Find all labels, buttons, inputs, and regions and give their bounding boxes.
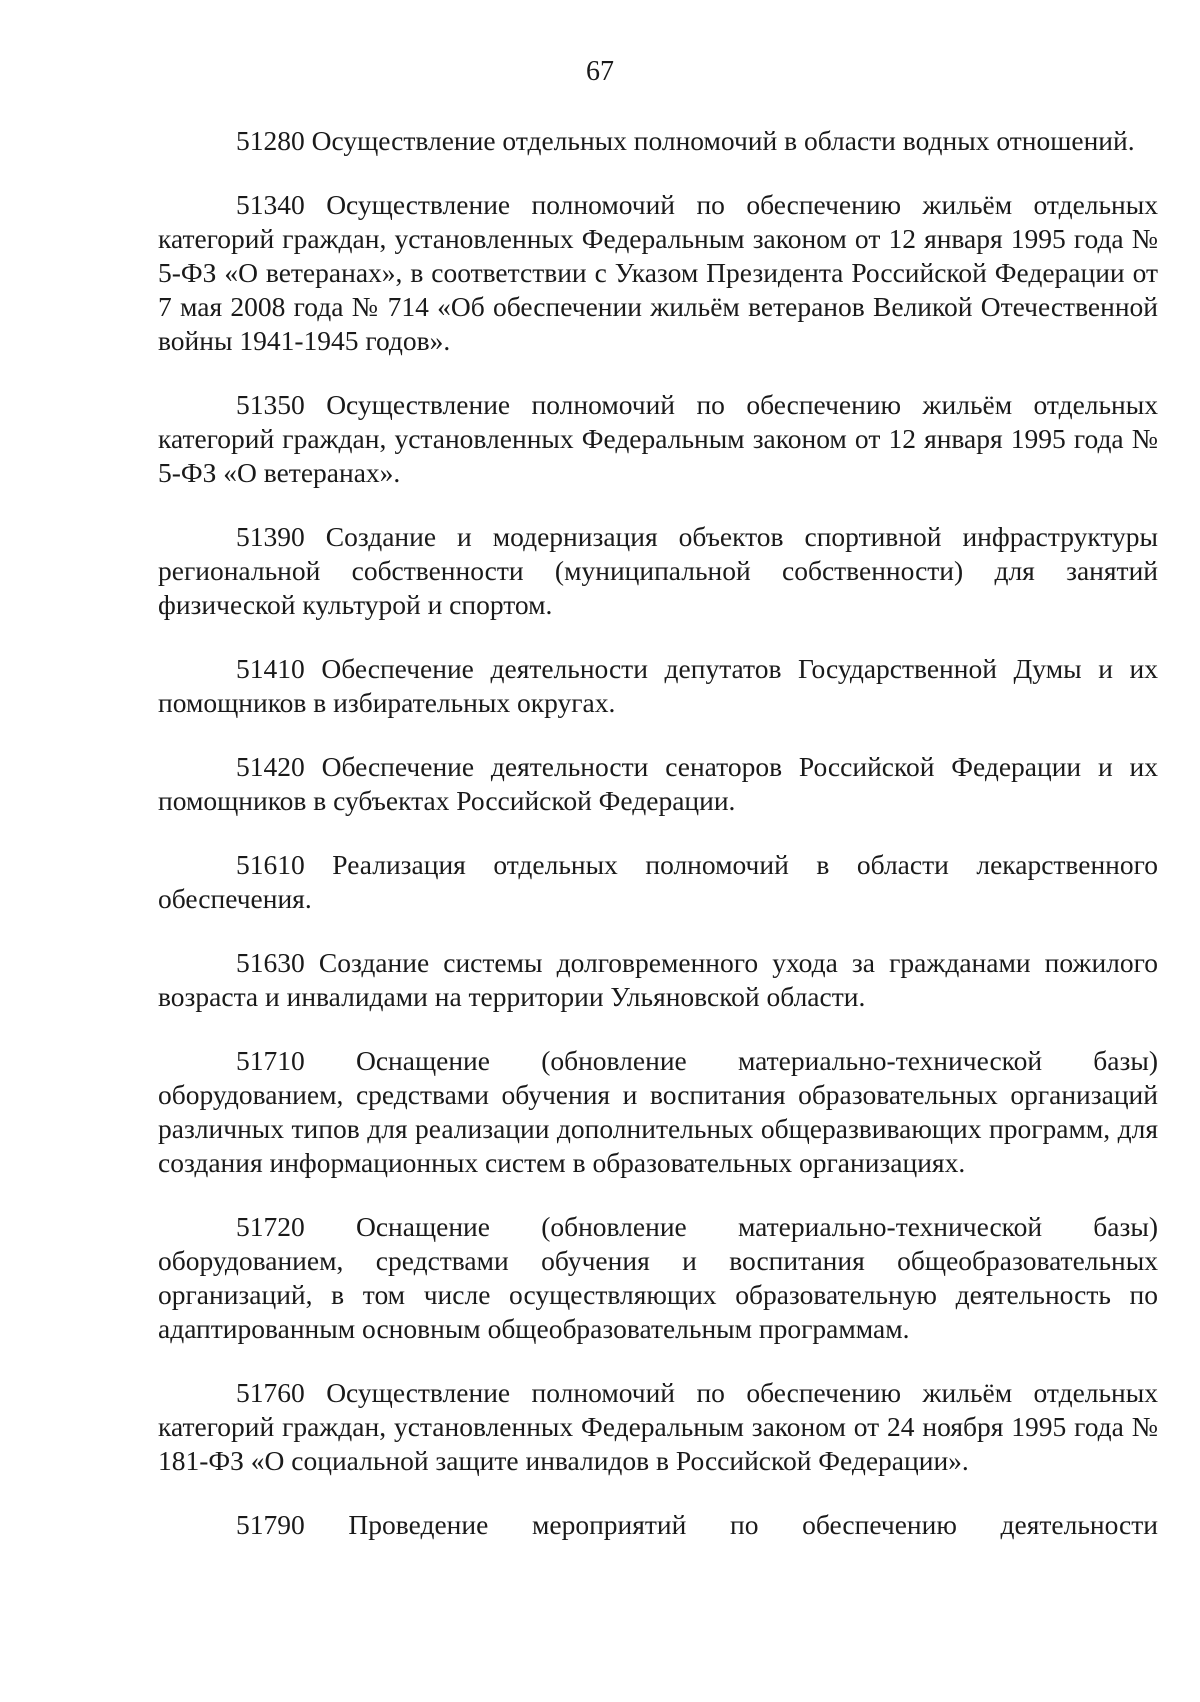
document-body <box>158 124 1158 1572</box>
entry-51610 <box>158 848 1158 916</box>
entry-code: 51390 <box>236 521 305 552</box>
entry-text: Проведение мероприятий по обеспечению деятельности <box>348 1509 1158 1540</box>
entry-51280 <box>158 124 1158 158</box>
entry-51390 <box>158 520 1158 622</box>
entry-text: Осуществление полномочий по обеспечению жильём отдельных категорий граждан, установленных Федеральным законом от 12 января 1995 года № 5-ФЗ «О ветеранах», в соответствии с Указом Президента Российской Федерации от 7 мая 2008 года № 714 «Об обеспечении жильём ветеранов Великой Отечественной войны 1941-1945 годов». <box>158 189 1158 356</box>
entry-code: 51610 <box>236 849 305 880</box>
entry-51630 <box>158 946 1158 1014</box>
entry-51720 <box>158 1210 1158 1346</box>
entry-51410 <box>158 652 1158 720</box>
entry-text: Обеспечение деятельности депутатов Государственной Думы и их помощников в избирательных округах. <box>158 653 1158 718</box>
entry-text: Осуществление полномочий по обеспечению жильём отдельных категорий граждан, установленных Федеральным законом от 24 ноября 1995 года № 181-ФЗ «О социальной защите инвалидов в Российской Федерации». <box>158 1377 1158 1476</box>
entry-code: 51710 <box>236 1045 305 1076</box>
page-number: 67 <box>586 56 614 87</box>
entry-code: 51280 <box>236 125 305 156</box>
entry-code: 51720 <box>236 1211 305 1242</box>
entry-code: 51790 <box>236 1509 305 1540</box>
entry-51790 <box>158 1508 1158 1542</box>
entry-text: Создание и модернизация объектов спортивной инфраструктуры региональной собственности (муниципальной собственности) для занятий физической культурой и спортом. <box>158 521 1158 620</box>
entry-51350 <box>158 388 1158 490</box>
entry-code: 51420 <box>236 751 305 782</box>
entry-text: Оснащение (обновление материально-технической базы) оборудованием, средствами обучения и воспитания общеобразовательных организаций, в том числе осуществляющих образовательную деятельность по адаптированным основным общеобразовательным программам. <box>158 1211 1158 1344</box>
entry-text: Осуществление отдельных полномочий в области водных отношений. <box>311 125 1135 156</box>
entry-code: 51630 <box>236 947 305 978</box>
entry-51710 <box>158 1044 1158 1180</box>
entry-code: 51350 <box>236 389 305 420</box>
entry-text: Оснащение (обновление материально-технической базы) оборудованием, средствами обучения и воспитания образовательных организаций различных типов для реализации дополнительных общеразвивающих программ, для создания информационных систем в образовательных организациях. <box>158 1045 1158 1178</box>
entry-text: Обеспечение деятельности сенаторов Российской Федерации и их помощников в субъектах Российской Федерации. <box>158 751 1158 816</box>
entry-51340 <box>158 188 1158 358</box>
entry-51760 <box>158 1376 1158 1478</box>
entry-code: 51410 <box>236 653 305 684</box>
entry-text: Создание системы долговременного ухода за гражданами пожилого возраста и инвалидами на территории Ульяновской области. <box>158 947 1158 1012</box>
entry-51420 <box>158 750 1158 818</box>
entry-code: 51340 <box>236 189 305 220</box>
entry-text: Реализация отдельных полномочий в области лекарственного обеспечения. <box>158 849 1158 914</box>
entry-code: 51760 <box>236 1377 305 1408</box>
entry-text: Осуществление полномочий по обеспечению жильём отдельных категорий граждан, установленных Федеральным законом от 12 января 1995 года № 5-ФЗ «О ветеранах». <box>158 389 1158 488</box>
